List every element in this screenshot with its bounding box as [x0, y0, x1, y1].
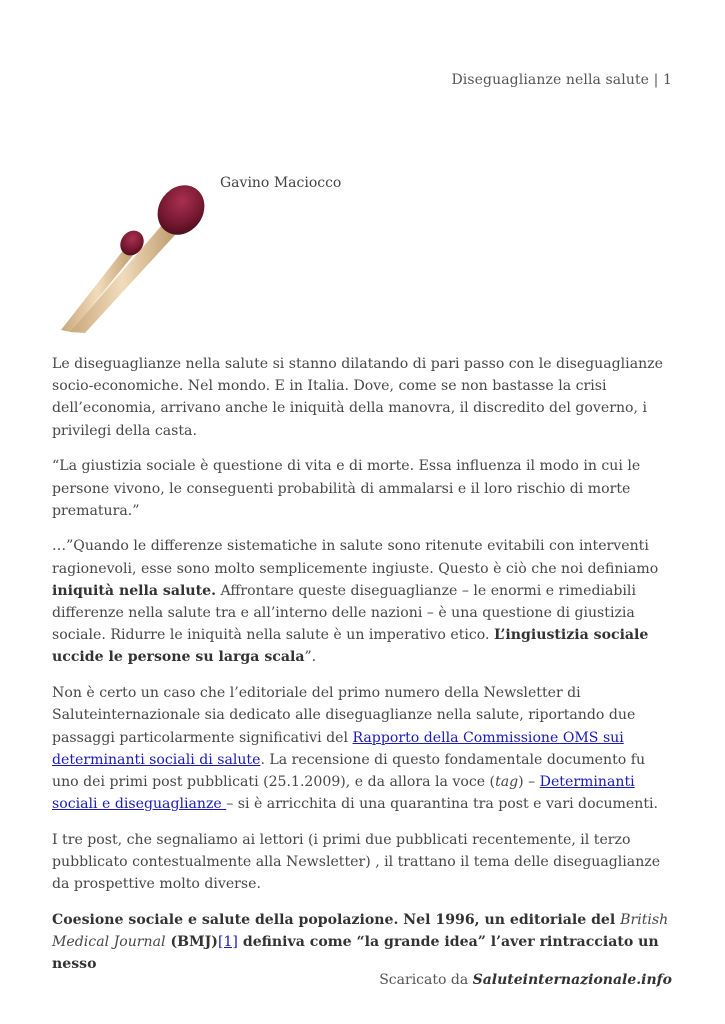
- page-header: Diseguaglianze nella salute | 1: [451, 72, 672, 88]
- paragraph-quote-continued: …”Quando le differenze sistematiche in salute sono ritenute evitabili con interventi ragionevoli, esse sono molto semplicemente ingiuste. Questo è ciò che noi definiamo iniquità nella salute. Affrontare queste diseguaglianze – le enormi e rimediabili differenze nella salute tra e all’interno delle nazioni – è una questione di giustizia sociale. Ridurre le iniquità nella salute è un imperativo etico. L’ingiustizia sociale uccide le persone su larga scala”.: [52, 538, 659, 666]
- bold-iniquita: iniquità nella salute.: [52, 582, 216, 599]
- matches-icon: [55, 180, 215, 335]
- page-footer: Scaricato da Saluteinternazionale.info: [379, 972, 672, 988]
- paragraph-quote: “La giustizia sociale è questione di vita e di morte. Essa influenza il modo in cui le persone vivono, le conseguenti probabilità di ammalarsi e il loro rischio di morte prematura.”: [52, 458, 641, 519]
- author-name: Gavino Maciocco: [220, 175, 342, 191]
- paragraph-coesione: Coesione sociale e salute della popolazione. Nel 1996, un editoriale del British Medical Journal (BMJ)[1] definiva come “la grande idea” l’aver rintracciato un nesso: [52, 911, 669, 973]
- article-body: [52, 353, 674, 989]
- link-rapporto-oms[interactable]: Rapporto della Commissione OMS sui determinanti sociali di salute: [52, 729, 624, 768]
- footer-site: Saluteinternazionale.info: [472, 972, 672, 988]
- link-determinanti-sociali[interactable]: Determinanti sociali e diseguaglianze: [52, 773, 635, 813]
- footnote-ref-1[interactable]: [1]: [217, 934, 238, 951]
- bold-ingiustizia: L’ingiustizia sociale uccide le persone su larga scala: [52, 627, 649, 666]
- journal-name: British Medical Journal: [52, 911, 669, 951]
- paragraph-tre-post: I tre post, che segnaliamo ai lettori (i primi due pubblicati recentemente, il terzo pubblicato contestualmente alla Newsletter) , il trattano il tema delle diseguaglianze da prospettive molto diverse.: [52, 831, 661, 893]
- paragraph-intro: Le diseguaglianze nella salute si stanno dilatando di pari passo con le diseguaglianze socio-economiche. Nel mondo. E in Italia. Dove, come se non bastasse la crisi dell’economia, arrivano anche le iniquità della manovra, il discredito del governo, i privilegi della casta.: [52, 356, 663, 439]
- paragraph-newsletter: Non è certo un caso che l’editoriale del primo numero della Newsletter di Saluteinternazionale sia dedicato alle diseguaglianze nella salute, riportando due passaggi particolarmente significativi del Rapporto della Commissione OMS sui determinanti sociali di salute. La recensione di questo fondamentale documento fu uno dei primi post pubblicati (25.1.2009), e da allora la voce (tag) – Determinanti sociali e diseguaglianze – si è arricchita di una quarantina tra post e vari documenti.: [52, 685, 658, 813]
